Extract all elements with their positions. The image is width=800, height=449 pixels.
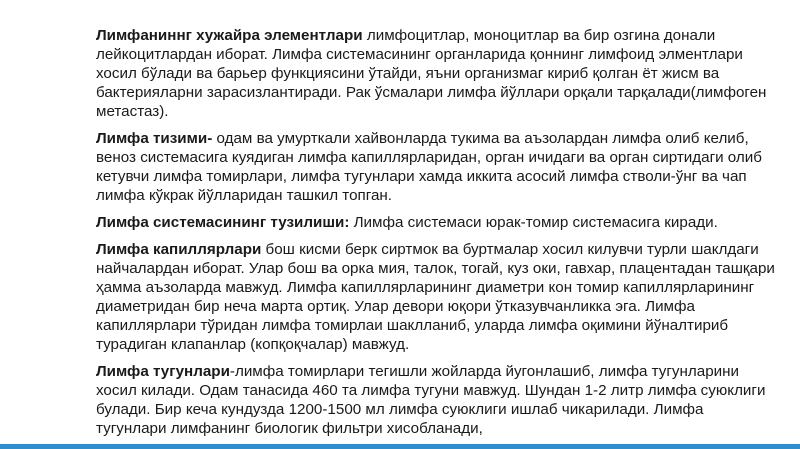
paragraph-heading: Лимфа капиллярлари bbox=[96, 241, 262, 258]
paragraph-text: -лимфа томирлари тегишли жойларда йугонлашиб, лимфа тугунларини хосил килади. Одам танасида 460 та лимфа тугуни мавжуд. Шундан 1-2 литр лимфа суюклиги булади. Бир кеча кундузда 1200-1500 мл лимфа суюклиги ишлаб чикарилади. Лимфа тугунлари лимфанинг биологик фильтри хисобланади, bbox=[96, 363, 766, 437]
paragraph-lymph-nodes bbox=[96, 362, 776, 438]
paragraph-text: Лимфа системаси юрак-томир системасига киради. bbox=[349, 214, 718, 231]
paragraph-heading: Лимфа системасининг тузилиши: bbox=[96, 214, 350, 231]
paragraph-text: одам ва умурткали хайвонларда тукима ва аъзолардан лимфа олиб келиб, веноз системасига куядиган лимфа капиллярларидан, орган ичидаги ва орган сиртидаги олиб кетувчи лимфа томирлари, лимфа тугунлари хамда иккита асосий лимфа стволи-ўнг ва чап лимфа кўкрак йўлларидан ташкил топган. bbox=[96, 130, 762, 204]
paragraph-lymph-system bbox=[96, 129, 776, 205]
paragraph-text: бош кисми берк сиртмок ва буртмалар хосил килувчи турли шаклдаги найчалардан иборат. Улар бош ва орка мия, талок, тогай, куз оки, гавхар, плацентадан ташқари ҳамма аъзоларда мавжуд. Лимфа капиллярларининг диаметри кон томир капиллярларининг диаметридан бир неча марта ортиқ. Улар девори юқори ўтказувчанликка эга. Лимфа капиллярлари тўридан лимфа томирлаи шаклланиб, уларда лимфа оқимини йўналтириб турадиган клапанлар (копқоқчалар) мавжуд. bbox=[96, 241, 775, 353]
paragraph-heading: Лимфа тизими- bbox=[96, 130, 213, 147]
accent-bar bbox=[0, 444, 800, 449]
slide-body bbox=[96, 26, 776, 446]
paragraph-lymph-cell-elements bbox=[96, 26, 776, 121]
paragraph-lymph-capillaries bbox=[96, 240, 776, 354]
paragraph-heading: Лимфаниннг хужайра элементлари bbox=[96, 27, 363, 44]
paragraph-text: лимфоцитлар, моноцитлар ва бир озгина донали лейкоцитлардан иборат. Лимфа системасининг органларида қоннинг лимфоид элментлари хосил бўлади ва барьер функциясини ўтайди, яъни организмаг кириб қолган ёт жисм ва бактерияларни зарасизлантиради. Рак ўсмалари лимфа йўллари орқали тарқалади(лимфоген метастаз). bbox=[96, 27, 767, 120]
paragraph-lymph-structure bbox=[96, 213, 776, 232]
paragraph-heading: Лимфа тугунлари bbox=[96, 363, 230, 380]
